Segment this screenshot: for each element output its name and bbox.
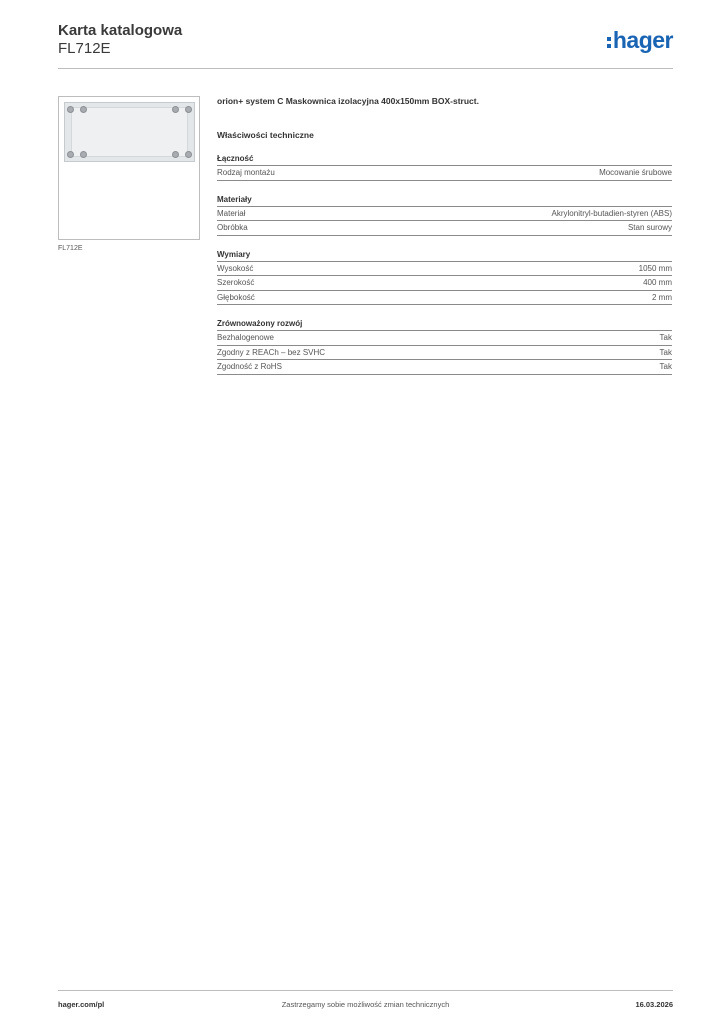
- screw-icon: [172, 106, 179, 113]
- section-dimensions: [217, 250, 672, 306]
- spec-value: Mocowanie śrubowe: [599, 168, 672, 177]
- spec-row: [217, 262, 672, 277]
- section-sustainability: [217, 319, 672, 375]
- logo-colon-icon: [607, 37, 611, 48]
- section-title: Łączność: [217, 154, 672, 166]
- section-connectivity: [217, 154, 672, 181]
- spec-label: Materiał: [217, 208, 246, 218]
- spec-label: Wysokość: [217, 263, 254, 273]
- disclaimer-text: Zastrzegamy sobie możliwość zmian technicznych: [281, 1000, 450, 1009]
- spec-label: Rodzaj montażu: [217, 168, 275, 177]
- spec-label: Zgodność z RoHS: [217, 362, 282, 371]
- product-description: orion+ system C Maskownica izolacyjna 400x150mm BOX-struct.: [217, 96, 479, 106]
- cover-panel-illustration: [64, 102, 195, 162]
- spec-label: Obróbka: [217, 223, 248, 232]
- spec-row: [217, 276, 672, 291]
- document-date: 16.03.2026: [635, 1000, 673, 1009]
- spec-value: Stan surowy: [627, 223, 672, 232]
- hager-logo: [607, 27, 673, 53]
- page-header: [58, 18, 673, 69]
- product-details: [217, 96, 672, 375]
- spec-row: [217, 291, 672, 306]
- spec-value: Tak: [659, 362, 672, 371]
- section-title: Materiały: [217, 195, 672, 207]
- screw-icon: [67, 106, 74, 113]
- document-title: Karta katalogowa: [58, 22, 183, 39]
- page-footer: [58, 990, 673, 1015]
- logo-text: hager: [612, 27, 673, 53]
- spec-label: Głębokość: [217, 292, 255, 302]
- spec-value: Akrylonitryl-butadien-styren (ABS): [551, 208, 672, 218]
- spec-row: [217, 346, 672, 361]
- screw-icon: [80, 106, 87, 113]
- spec-label: Szerokość: [217, 278, 255, 287]
- spec-value: 1050 mm: [638, 263, 672, 273]
- technical-properties-heading: Właściwości techniczne: [217, 130, 314, 140]
- section-title: Wymiary: [217, 250, 672, 262]
- screw-icon: [172, 151, 179, 158]
- spec-row: [217, 166, 672, 181]
- spec-value: 2 mm: [652, 292, 672, 302]
- section-title: Zrównoważony rozwój: [217, 319, 672, 331]
- spec-value: Tak: [659, 347, 672, 357]
- spec-row: [217, 207, 672, 222]
- spec-value: 400 mm: [643, 278, 672, 287]
- screw-icon: [67, 151, 74, 158]
- spec-row: [217, 331, 672, 346]
- product-code: FL712E: [58, 40, 111, 57]
- spec-label: Bezhalogenowe: [217, 333, 274, 342]
- spec-row: [217, 221, 672, 236]
- image-caption: FL712E: [58, 245, 83, 252]
- product-image: [58, 96, 200, 240]
- spec-value: Tak: [659, 333, 672, 342]
- spec-row: [217, 360, 672, 375]
- website-link[interactable]: hager.com/pl: [58, 1000, 105, 1009]
- spec-label: Zgodny z REACh – bez SVHC: [217, 347, 326, 357]
- screw-icon: [185, 151, 192, 158]
- screw-icon: [80, 151, 87, 158]
- section-materials: [217, 195, 672, 236]
- screw-icon: [185, 106, 192, 113]
